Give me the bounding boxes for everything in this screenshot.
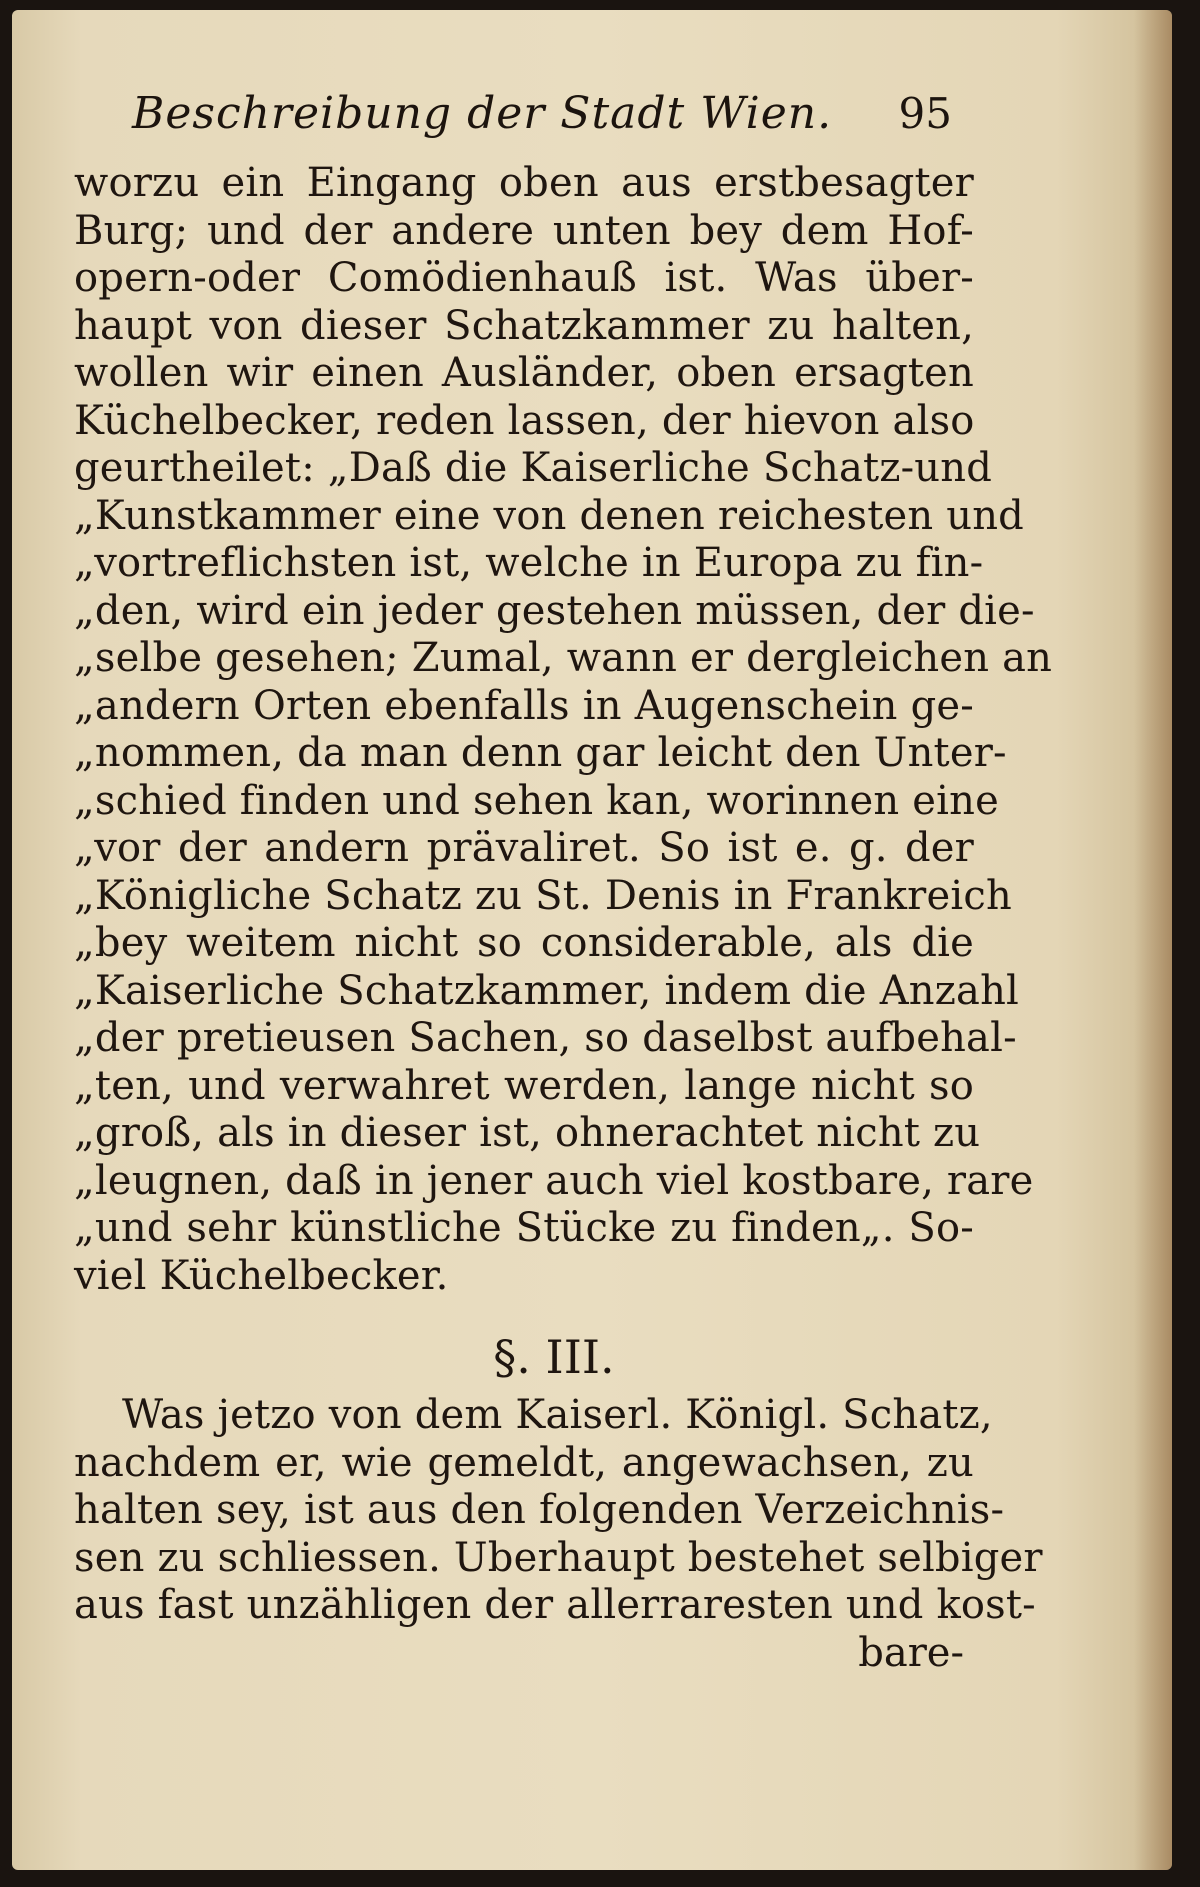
page-edge-shadow [1134, 10, 1172, 1870]
text-line: „Königliche Schatz zu St. Denis in Frankreich [74, 872, 1012, 919]
paragraph-1 [74, 160, 1053, 1300]
text-line: „groß, als in dieser ist, ohnerachtet nicht zu [74, 1110, 981, 1156]
text-line: wollen wir einen Ausländer, oben ersagten [74, 350, 974, 396]
paragraph-2 [74, 1392, 1043, 1630]
section-heading: §. III. [493, 1330, 615, 1384]
text-line: nachdem er, wie gemeldt, angewachsen, zu [74, 1439, 974, 1486]
text-line: „schied finden und sehen kan, worinnen eine [74, 777, 999, 824]
catchword: bare- [858, 1629, 964, 1676]
text-line: „bey weitem nicht so considerable, als die [74, 920, 974, 966]
text-line: halten sey, ist aus den folgenden Verzeichnis- [74, 1487, 1005, 1533]
text-line: „vor der andern prävaliret. So ist e. g. der [74, 825, 974, 871]
page-body [74, 160, 1053, 1677]
text-line: „selbe gesehen; Zumal, wann er dergleichen an [74, 635, 1053, 681]
text-line: „den, wird ein jeder gestehen müssen, der die- [74, 587, 1035, 634]
text-line: opern-oder Comödienhauß ist. Was über- [74, 255, 974, 301]
running-head-title: Beschreibung der Stadt Wien. [132, 88, 833, 139]
text-line: „Kaiserliche Schatzkammer, indem die Anzahl [74, 967, 1020, 1014]
text-line: „und sehr künstliche Stücke zu finden„. So- [74, 1205, 974, 1251]
text-line: sen zu schliessen. Uberhaupt bestehet selbiger [74, 1534, 1043, 1581]
text-line: Küchelbecker, reden lassen, der hievon also [74, 397, 975, 444]
text-line: „Kunstkammer eine von denen reichesten und [74, 492, 1024, 539]
text-line: geurtheilet: „Daß die Kaiserliche Schatz-und [74, 445, 993, 491]
text-line: „vortreflichsten ist, welche in Europa zu fin- [74, 540, 984, 586]
running-head [132, 88, 952, 139]
text-line: „ten, und verwahret werden, lange nicht so [74, 1062, 974, 1109]
text-line: „leugnen, daß in jener auch viel kostbare, rare [74, 1157, 1034, 1204]
text-line: „nommen, da man denn gar leicht den Unter- [74, 730, 1007, 776]
text-line: worzu ein Eingang oben aus erstbesagter [74, 160, 974, 206]
text-line: „der pretieusen Sachen, so daselbst aufbehal- [74, 1015, 1017, 1061]
book-page [12, 10, 1172, 1870]
text-line: „andern Orten ebenfalls in Augenschein ge- [74, 682, 974, 729]
text-line: haupt von dieser Schatzkammer zu halten, [74, 302, 974, 349]
text-line: aus fast unzähligen der allerraresten und kost- [74, 1582, 1036, 1628]
text-line: Was jetzo von dem Kaiserl. Königl. Schatz, [122, 1392, 993, 1438]
text-line: Burg; und der andere unten bey dem Hof- [74, 207, 974, 254]
text-line: viel Küchelbecker. [74, 1252, 449, 1299]
page-number: 95 [898, 89, 952, 138]
